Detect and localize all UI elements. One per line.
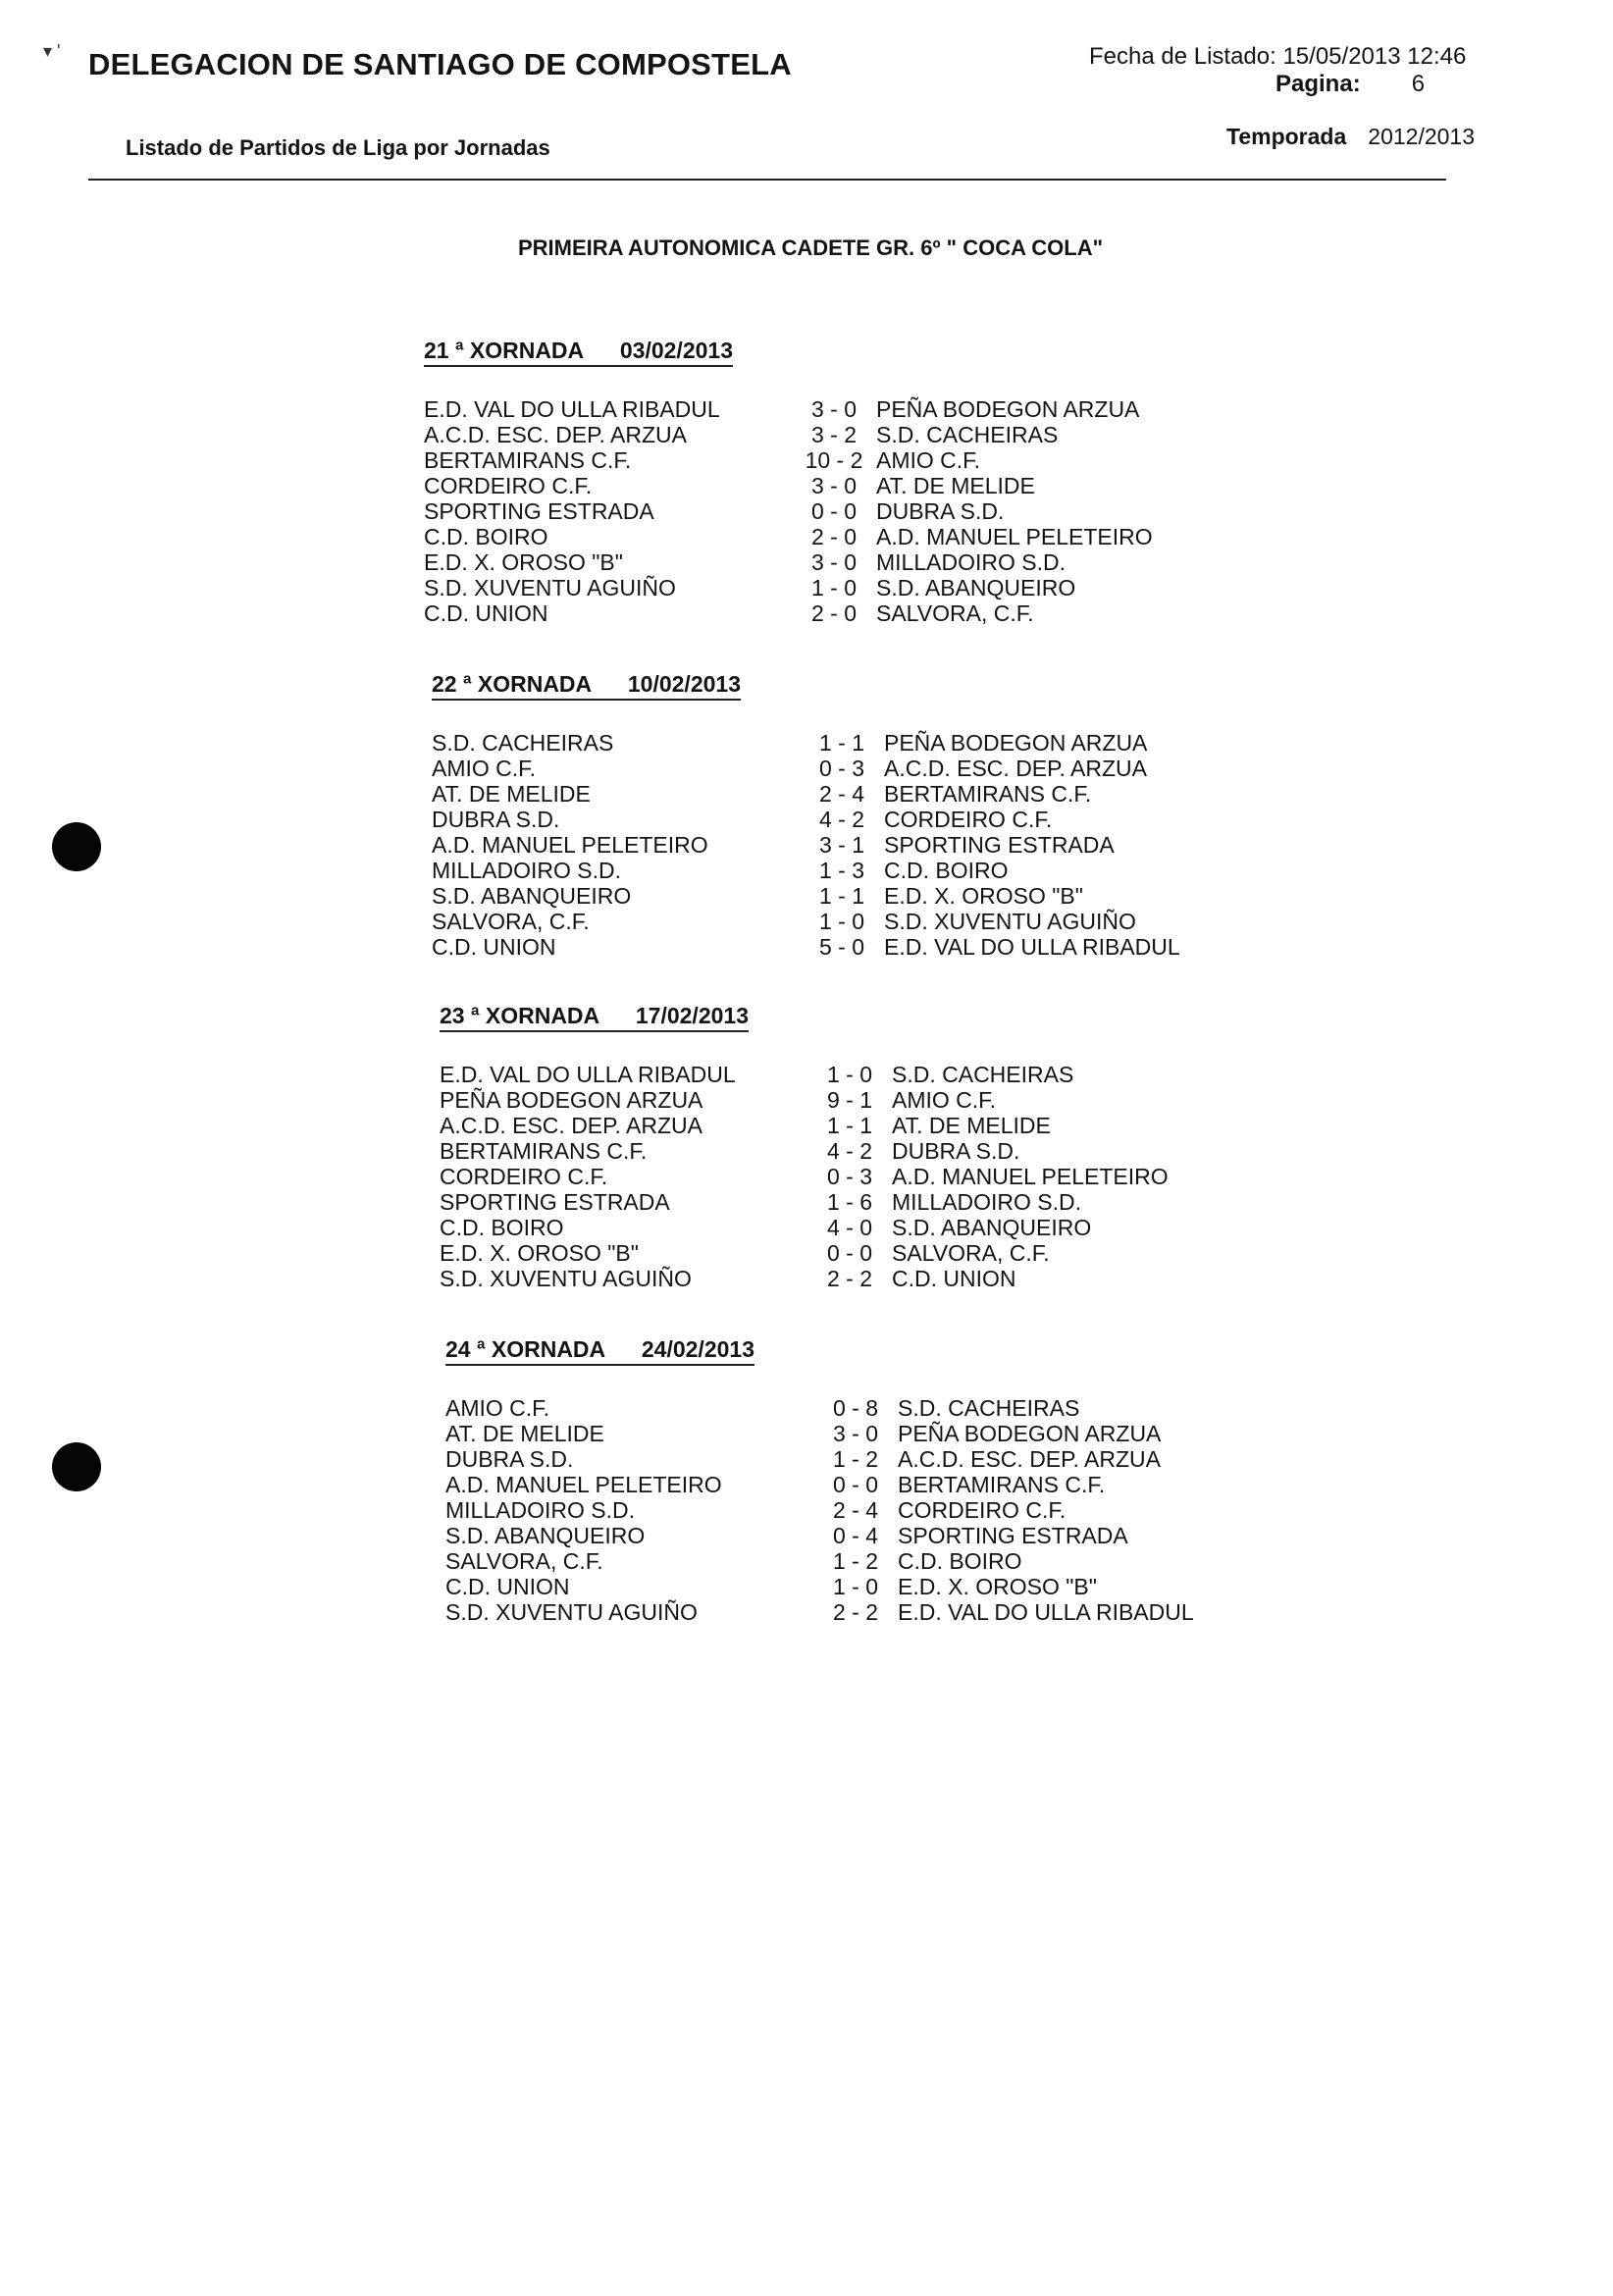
away-team: AMIO C.F. [876,447,981,473]
match-row [432,781,1236,807]
away-team: PEÑA BODEGON ARZUA [884,730,1148,756]
match-score: 3 - 0 [810,473,858,498]
home-team: C.D. UNION [432,934,556,960]
match-score: 0 - 8 [832,1395,879,1421]
match-score: 2 - 0 [810,524,858,549]
away-team: CORDEIRO C.F. [884,807,1053,832]
match-row [424,422,1228,447]
season-value: 2012/2013 [1368,124,1476,149]
match-score: 1 - 0 [810,575,858,600]
away-team: SPORTING ESTRADA [884,832,1115,858]
home-team: BERTAMIRANS C.F. [440,1138,648,1164]
home-team: DUBRA S.D. [445,1446,574,1472]
away-team: S.D. CACHEIRAS [898,1395,1080,1421]
away-team: DUBRA S.D. [876,498,1005,524]
match-score: 1 - 0 [818,909,865,934]
page-number: 6 [1411,71,1426,97]
match-score: 2 - 2 [826,1266,873,1291]
home-team: C.D. UNION [424,600,548,626]
home-team: S.D. XUVENTU AGUIÑO [445,1599,698,1625]
match-list [440,1062,1244,1291]
round-title: 23 ª XORNADA [440,1003,600,1028]
away-team: PEÑA BODEGON ARZUA [876,396,1140,422]
round-title: 22 ª XORNADA [432,671,593,697]
away-team: S.D. ABANQUEIRO [892,1215,1092,1240]
home-team: S.D. XUVENTU AGUIÑO [440,1266,692,1291]
away-team: SALVORA, C.F. [876,600,1034,626]
match-row [432,807,1236,832]
punch-hole [52,1442,101,1491]
home-team: MILLADOIRO S.D. [445,1497,635,1523]
home-team: A.C.D. ESC. DEP. ARZUA [424,422,687,447]
match-score: 4 - 2 [826,1138,873,1164]
home-team: BERTAMIRANS C.F. [424,447,632,473]
match-score: 2 - 4 [818,781,865,807]
match-row [432,756,1236,781]
match-score: 1 - 0 [826,1062,873,1087]
away-team: CORDEIRO C.F. [898,1497,1067,1523]
match-row [432,832,1236,858]
home-team: MILLADOIRO S.D. [432,858,621,883]
match-score: 0 - 0 [832,1472,879,1497]
match-row [424,396,1228,422]
match-row [440,1087,1244,1113]
match-score: 0 - 0 [826,1240,873,1266]
match-row [445,1599,1250,1625]
away-team: A.C.D. ESC. DEP. ARZUA [898,1446,1161,1472]
match-score: 2 - 4 [832,1497,879,1523]
match-score: 5 - 0 [818,934,865,960]
match-score: 1 - 1 [818,883,865,909]
home-team: C.D. UNION [445,1574,570,1599]
home-team: A.D. MANUEL PELETEIRO [445,1472,722,1497]
away-team: AT. DE MELIDE [876,473,1035,498]
home-team: E.D. X. OROSO "B" [440,1240,639,1266]
match-score: 1 - 3 [818,858,865,883]
season-indicator [1226,124,1475,150]
match-row [440,1062,1244,1087]
round-block [424,338,1228,626]
match-row [445,1421,1250,1446]
match-row [424,447,1228,473]
away-team: DUBRA S.D. [892,1138,1020,1164]
match-row [432,909,1236,934]
match-row [440,1266,1244,1291]
organization-title: DELEGACION DE SANTIAGO DE COMPOSTELA [88,47,792,81]
away-team: BERTAMIRANS C.F. [884,781,1092,807]
round-title: 24 ª XORNADA [445,1336,606,1362]
away-team: BERTAMIRANS C.F. [898,1472,1106,1497]
match-score: 1 - 0 [832,1574,879,1599]
away-team: PEÑA BODEGON ARZUA [898,1421,1162,1446]
home-team: S.D. CACHEIRAS [432,730,614,756]
match-score: 1 - 6 [826,1189,873,1215]
match-row [424,524,1228,549]
round-block [445,1336,1250,1625]
page-label: Pagina: [1275,71,1361,97]
header-divider [88,179,1446,181]
match-list [432,730,1236,960]
match-row [432,883,1236,909]
home-team: PEÑA BODEGON ARZUA [440,1087,703,1113]
home-team: C.D. BOIRO [440,1215,564,1240]
listing-date: Fecha de Listado: 15/05/2013 12:46 [1089,43,1467,70]
match-score: 0 - 4 [832,1523,879,1548]
away-team: E.D. VAL DO ULLA RIBADUL [884,934,1180,960]
match-score: 3 - 1 [818,832,865,858]
match-row [440,1113,1244,1138]
match-row [424,575,1228,600]
match-row [445,1574,1250,1599]
home-team: CORDEIRO C.F. [440,1164,608,1189]
away-team: A.D. MANUEL PELETEIRO [892,1164,1169,1189]
match-list [424,396,1228,626]
season-label: Temporada [1226,124,1347,149]
home-team: SPORTING ESTRADA [440,1189,670,1215]
match-row [424,549,1228,575]
competition-title: PRIMEIRA AUTONOMICA CADETE GR. 6º " COCA COLA" [518,235,1104,260]
match-score: 1 - 1 [818,730,865,756]
round-title: 21 ª XORNADA [424,338,585,363]
match-score: 1 - 2 [832,1446,879,1472]
away-team: AT. DE MELIDE [892,1113,1051,1138]
match-score: 3 - 0 [832,1421,879,1446]
list-title: Listado de Partidos de Liga por Jornadas [126,135,550,160]
home-team: A.C.D. ESC. DEP. ARZUA [440,1113,702,1138]
away-team: S.D. XUVENTU AGUIÑO [884,909,1136,934]
scan-mark: ▾ ' [43,41,61,61]
away-team: E.D. X. OROSO "B" [884,883,1083,909]
round-header [424,338,733,367]
away-team: E.D. VAL DO ULLA RIBADUL [898,1599,1194,1625]
round-date: 03/02/2013 [619,338,733,363]
home-team: E.D. VAL DO ULLA RIBADUL [424,396,720,422]
match-score: 0 - 0 [810,498,858,524]
match-score: 0 - 3 [818,756,865,781]
match-row [432,934,1236,960]
match-row [424,600,1228,626]
match-row [445,1548,1250,1574]
match-row [440,1189,1244,1215]
match-score: 3 - 0 [810,549,858,575]
home-team: A.D. MANUEL PELETEIRO [432,832,708,858]
home-team: CORDEIRO C.F. [424,473,593,498]
round-date: 17/02/2013 [635,1003,749,1028]
match-score: 2 - 0 [810,600,858,626]
away-team: S.D. CACHEIRAS [876,422,1059,447]
home-team: SPORTING ESTRADA [424,498,654,524]
home-team: S.D. ABANQUEIRO [445,1523,646,1548]
home-team: AT. DE MELIDE [432,781,591,807]
away-team: A.D. MANUEL PELETEIRO [876,524,1153,549]
away-team: S.D. CACHEIRAS [892,1062,1074,1087]
match-score: 3 - 0 [810,396,858,422]
home-team: DUBRA S.D. [432,807,560,832]
punch-hole [52,822,101,871]
home-team: SALVORA, C.F. [445,1548,603,1574]
match-row [440,1138,1244,1164]
away-team: E.D. X. OROSO "B" [898,1574,1097,1599]
match-row [424,473,1228,498]
away-team: SALVORA, C.F. [892,1240,1050,1266]
home-team: AMIO C.F. [445,1395,550,1421]
home-team: E.D. X. OROSO "B" [424,549,623,575]
match-row [432,730,1236,756]
match-row [440,1215,1244,1240]
match-list [445,1395,1250,1625]
home-team: S.D. XUVENTU AGUIÑO [424,575,676,600]
away-team: MILLADOIRO S.D. [892,1189,1081,1215]
match-score: 1 - 2 [832,1548,879,1574]
home-team: E.D. VAL DO ULLA RIBADUL [440,1062,736,1087]
match-score: 4 - 0 [826,1215,873,1240]
round-block [440,1003,1244,1291]
match-row [424,498,1228,524]
away-team: AMIO C.F. [892,1087,997,1113]
home-team: S.D. ABANQUEIRO [432,883,632,909]
match-score: 10 - 2 [805,447,863,473]
round-block [432,671,1236,960]
home-team: AT. DE MELIDE [445,1421,604,1446]
away-team: MILLADOIRO S.D. [876,549,1066,575]
match-score: 0 - 3 [826,1164,873,1189]
round-header [432,671,741,701]
match-row [445,1446,1250,1472]
home-team: SALVORA, C.F. [432,909,590,934]
round-date: 10/02/2013 [627,671,741,697]
round-date: 24/02/2013 [641,1336,754,1362]
page-indicator [1275,71,1425,98]
round-header [445,1336,754,1366]
away-team: A.C.D. ESC. DEP. ARZUA [884,756,1147,781]
match-row [445,1472,1250,1497]
round-header [440,1003,749,1032]
match-row [440,1240,1244,1266]
match-score: 9 - 1 [826,1087,873,1113]
home-team: C.D. BOIRO [424,524,548,549]
away-team: C.D. UNION [892,1266,1016,1291]
away-team: C.D. BOIRO [898,1548,1022,1574]
match-row [445,1523,1250,1548]
away-team: S.D. ABANQUEIRO [876,575,1076,600]
away-team: C.D. BOIRO [884,858,1009,883]
match-row [432,858,1236,883]
match-row [440,1164,1244,1189]
match-score: 2 - 2 [832,1599,879,1625]
match-score: 1 - 1 [826,1113,873,1138]
match-score: 4 - 2 [818,807,865,832]
away-team: SPORTING ESTRADA [898,1523,1128,1548]
match-row [445,1497,1250,1523]
match-score: 3 - 2 [810,422,858,447]
match-row [445,1395,1250,1421]
home-team: AMIO C.F. [432,756,537,781]
